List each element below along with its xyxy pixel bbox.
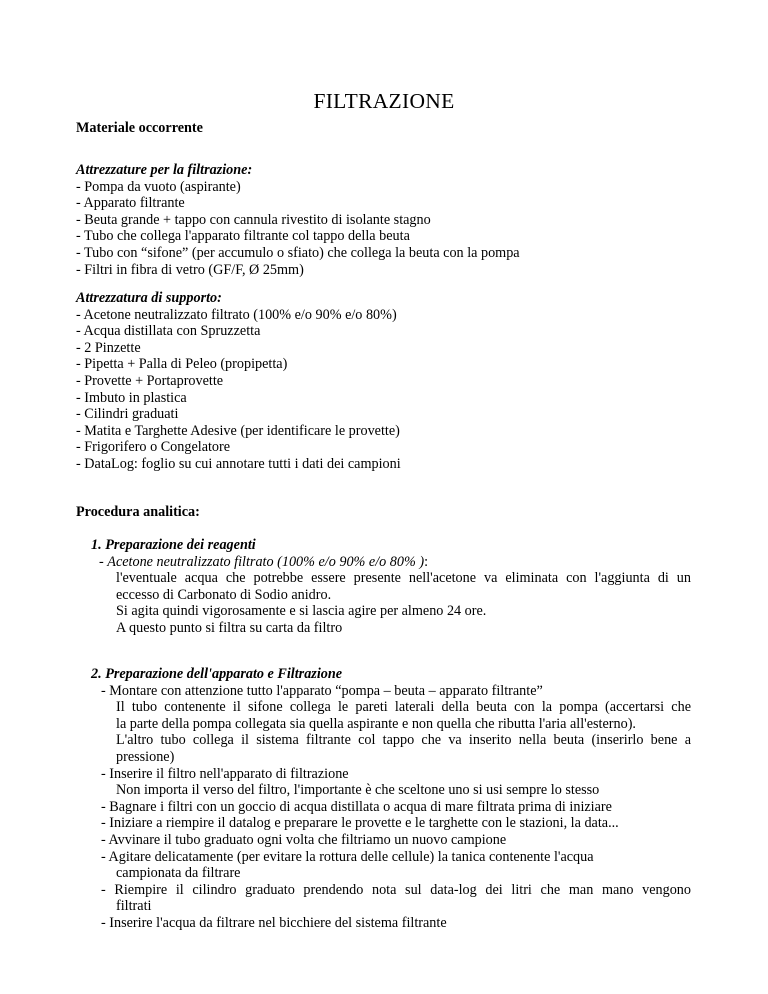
supporto-heading: Attrezzatura di supporto: — [76, 290, 222, 306]
paragraph-line: Non importa il verso del filtro, l'importante è che sceltone uno si usi sempre lo stesso — [116, 782, 600, 799]
supporto-section — [76, 290, 716, 473]
list-item: - Frigorifero o Congelatore — [76, 439, 231, 456]
paragraph-line: pressione) — [116, 748, 175, 765]
list-item: - Imbuto in plastica — [76, 389, 187, 406]
paragraph-line: - Avvinare il tubo graduato ogni volta che filtriamo un nuovo campione — [101, 831, 507, 848]
paragraph-line: Si agita quindi vigorosamente e si lascia agire per almeno 24 ore. — [116, 603, 487, 620]
paragraph-line: eccesso di Carbonato di Sodio anidro. — [116, 586, 332, 603]
list-item: - Apparato filtrante — [76, 195, 185, 212]
paragraph-line: - Iniziare a riempire il datalog e preparare le provette e le targhette con le stazioni, la data... — [101, 815, 619, 832]
list-item: - Cilindri graduati — [76, 406, 179, 423]
paragraph-line: - Agitare delicatamente (per evitare la rottura delle cellule) la tanica contenente l'acqua — [101, 848, 594, 865]
paragraph-line: - Inserire l'acqua da filtrare nel bicchiere del sistema filtrante — [101, 914, 447, 931]
paragraph-line: A questo punto si filtra su carta da filtro — [116, 619, 343, 636]
paragraph-line: Il tubo contenente il sifone collega le pareti laterali della beuta con la pompa (accertarsi che — [116, 699, 691, 716]
list-item: - Filtri in fibra di vetro (GF/F, Ø 25mm) — [76, 261, 304, 278]
filtrazione-section — [76, 162, 716, 278]
list-item: - Pipetta + Palla di Peleo (propipetta) — [76, 356, 288, 373]
list-item: - DataLog: foglio su cui annotare tutti i dati dei campioni — [76, 455, 401, 472]
list-item: - Acqua distillata con Spruzzetta — [76, 323, 261, 340]
list-item: - Tubo con “sifone” (per accumulo o sfiato) che collega la beuta con la pompa — [76, 244, 520, 261]
step2-section — [91, 666, 691, 932]
list-item: - 2 Pinzette — [76, 339, 141, 356]
step1-sub-italic: Acetone neutralizzato filtrato (100% e/o 90% e/o 80% ) — [107, 553, 425, 570]
step1-sub-prefix: - — [99, 553, 108, 570]
step1-subheading — [91, 554, 691, 571]
list-item: - Acetone neutralizzato filtrato (100% e/o 90% e/o 80%) — [76, 306, 397, 323]
paragraph-line: la parte della pompa collegata sia quella aspirante e non quella che ributta l'aria all'esterno). — [116, 715, 636, 732]
list-item: - Pompa da vuoto (aspirante) — [76, 178, 241, 195]
list-item: - Matita e Targhette Adesive (per identificare le provette) — [76, 422, 400, 439]
paragraph-line: L'altro tubo collega il sistema filtrante col tappo che va inserito nella beuta (inserirlo bene a — [116, 732, 691, 749]
paragraph-line: - Inserire il filtro nell'apparato di filtrazione — [101, 765, 349, 782]
step1-section — [91, 537, 691, 637]
list-item: - Beuta grande + tappo con cannula rivestito di isolante stagno — [76, 211, 431, 228]
paragraph-line: - Montare con attenzione tutto l'apparato “pompa – beuta – apparato filtrante” — [101, 682, 543, 699]
filtrazione-heading: Attrezzature per la filtrazione: — [76, 162, 253, 178]
list-item: - Tubo che collega l'apparato filtrante col tappo della beuta — [76, 228, 410, 245]
step1-sub-suffix: : — [424, 553, 429, 570]
paragraph-line: l'eventuale acqua che potrebbe essere presente nell'acetone va eliminata con l'aggiunta di un — [116, 570, 691, 587]
document-title: FILTRAZIONE — [313, 89, 455, 113]
step1-heading: 1. Preparazione dei reagenti — [91, 537, 256, 553]
materiale-heading: Materiale occorrente — [76, 120, 203, 136]
paragraph-line: - Bagnare i filtri con un goccio di acqua distillata o acqua di mare filtrata prima di iniziare — [101, 798, 612, 815]
step2-heading: 2. Preparazione dell'apparato e Filtrazione — [91, 666, 343, 682]
paragraph-line: filtrati — [116, 898, 152, 915]
paragraph-line: - Riempire il cilindro graduato prendendo nota sul data-log dei litri che man mano vengono — [101, 881, 691, 898]
list-item: - Provette + Portaprovette — [76, 372, 224, 389]
paragraph-line: campionata da filtrare — [116, 865, 241, 882]
procedura-heading: Procedura analitica: — [76, 504, 200, 520]
